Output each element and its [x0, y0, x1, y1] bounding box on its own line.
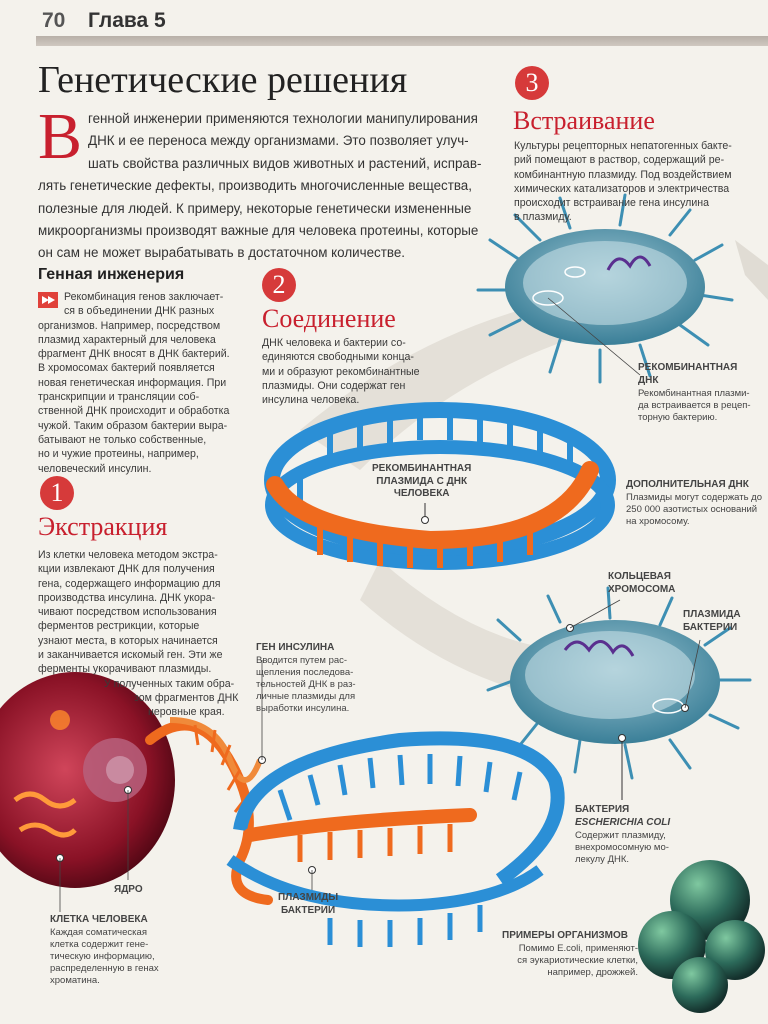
intro-paragraph	[38, 108, 486, 265]
caption-line: Вводится путем рас-	[256, 655, 348, 666]
caption-line: хроматина.	[50, 975, 100, 986]
step1-text	[38, 548, 268, 720]
text-line: единяются свободными конца-	[262, 351, 414, 364]
label-line: ГЕН ИНСУЛИНА	[256, 642, 335, 653]
text-line: Рекомбинация генов заключает-	[64, 291, 224, 303]
label-line: ДОПОЛНИТЕЛЬНАЯ ДНК	[626, 479, 749, 490]
text-line: узнают места, в которых начинается	[38, 634, 218, 647]
caption-line: тическую информацию,	[50, 951, 155, 962]
text-line: плазмид характерный для человека	[38, 333, 216, 346]
text-line: транскрипции и трансляции соб-	[38, 391, 200, 404]
label-line: РЕКОМБИНАНТНАЯ	[372, 463, 472, 474]
step3-text	[514, 139, 744, 225]
page-title: Генетические решения	[38, 59, 408, 101]
label-recombinant-plasmid	[372, 463, 471, 501]
yeast-cluster	[638, 860, 765, 1013]
text-line: ДНК человека и бактерии со-	[262, 337, 406, 349]
gene-engineering-text	[38, 290, 278, 476]
text-line: Культуры рецепторных непатогенных бакте-	[514, 140, 732, 152]
text-line: кции извлекают ДНК для получения	[38, 563, 215, 576]
label-insulin-gene	[256, 642, 334, 655]
caption-line: Плазмиды могут содержать до	[626, 492, 763, 503]
step2-text	[262, 336, 432, 407]
label-line: ЧЕЛОВЕКА	[393, 488, 450, 499]
caption-line: ся эукариотические клетки,	[517, 955, 638, 966]
caption-line: распределенную в генах	[50, 963, 159, 974]
text-line: инсулина человека.	[262, 394, 360, 407]
caption-organism-examples	[502, 943, 638, 979]
caption-human-cell	[50, 927, 159, 987]
header-rule	[36, 36, 768, 46]
label-line: БАКТЕРИИ	[683, 621, 738, 633]
intro-line: ДНК и ее переноса между организмами. Это позволяет улуч-	[88, 133, 469, 149]
step3-number: 3	[515, 66, 549, 100]
text-line: производства инсулина. ДНК укора-	[38, 591, 216, 604]
caption-line: Содержит плазмиду,	[575, 830, 666, 841]
text-line: У полученных таким обра-	[104, 677, 235, 690]
caption-line: Каждая соматическая	[50, 927, 147, 938]
label-ring-chromosome	[608, 571, 675, 596]
text-line: ферментов рестрикции, которые	[38, 620, 200, 633]
intro-line: генной инженерии применяются технологии манипулирования	[88, 111, 478, 126]
text-line: неровные края.	[148, 706, 225, 719]
intro-line: лять генетические дефекты, производить многочисленные вещества,	[38, 178, 472, 194]
text-line: рий помещают в раствор, содержащий ре-	[514, 154, 725, 167]
label-line: ПЛАЗМИДА	[683, 609, 741, 620]
text-line: но и чужие протеины, например,	[38, 448, 199, 461]
label-line: ПЛАЗМИДЫ	[278, 892, 339, 903]
intro-dropcap: В	[38, 100, 83, 173]
caption-line: торную бактерию.	[638, 412, 718, 423]
text-line: химических катализаторов и электричества	[514, 182, 730, 195]
chapter-title: Глава 5	[88, 9, 166, 32]
caption-line: например, дрожжей.	[547, 967, 638, 978]
step2-number: 2	[262, 268, 296, 302]
label-line: КЛЕТКА ЧЕЛОВЕКА	[50, 914, 148, 925]
caption-line: личные плазмиды для	[256, 691, 356, 702]
label-bacteria-plasmids	[278, 892, 338, 917]
text-line: в плазмиду.	[514, 211, 572, 224]
intro-line: микроорганизмы производят важные для человека протеины, которые	[38, 223, 479, 239]
intro-line: полезные для людей. К примеру, некоторые генетически измененные	[38, 200, 472, 216]
text-line: человеческий инсулин.	[38, 462, 152, 475]
caption-line: да встраивается в рецеп-	[638, 400, 751, 411]
label-line: ДНК	[638, 374, 659, 386]
text-line: новая генетическая информация. При	[38, 376, 227, 389]
gene-engineering-heading: Генная инженерия	[38, 266, 185, 283]
step1-number: 1	[40, 476, 74, 510]
caption-extra-dna	[626, 492, 762, 528]
text-line: фрагмент ДНК вносят в ДНК бактерий.	[38, 348, 230, 361]
label-ecoli	[575, 804, 670, 829]
caption-recombinant-dna	[638, 388, 751, 424]
text-line: организмов. Например, посредством	[38, 319, 221, 332]
flow-arrow	[735, 240, 768, 300]
text-line: комбинантную плазмиду. Под воздействием	[514, 168, 732, 181]
caption-line: тельностей ДНК в раз-	[256, 679, 356, 690]
label-line: ESCHERICHIA COLI	[575, 816, 671, 828]
text-line: чивают посредством использования	[38, 606, 217, 619]
caption-line: внехромосомную мо-	[575, 842, 669, 853]
intro-line: он сам не может вырабатывать в достаточном количестве.	[38, 245, 406, 261]
caption-insulin-gene	[256, 655, 356, 715]
label-line: ПЛАЗМИДА С ДНК	[376, 475, 468, 487]
label-human-cell	[50, 914, 148, 927]
step3-title: Встраивание	[513, 106, 655, 135]
caption-line: Помимо E.coli, применяют-	[518, 943, 638, 954]
caption-line: щепления последова-	[256, 667, 354, 678]
step1-title: Экстракция	[38, 512, 168, 541]
label-recombinant-dna	[638, 362, 737, 387]
label-line: РЕКОМБИНАНТНАЯ	[638, 362, 738, 373]
text-line: ферменты укорачивают плазмиды.	[38, 663, 212, 676]
caption-line: лекулу ДНК.	[575, 854, 630, 865]
text-line: зом фрагментов ДНК	[134, 691, 239, 704]
text-line: чужой. Таким образом бактерии выра-	[38, 419, 228, 432]
text-line: гена, содержащего информацию для	[38, 577, 221, 590]
label-line: ХРОМОСОМА	[608, 583, 676, 595]
page-number: 70	[42, 9, 66, 32]
text-line: происходит встраивание гена инсулина	[514, 197, 710, 210]
caption-line: выработки инсулина.	[256, 703, 350, 714]
caption-line: Рекомбинантная плазми-	[638, 388, 750, 399]
label-line: ЯДРО	[114, 884, 143, 895]
label-bacterial-plasmid	[683, 609, 741, 634]
caption-line: клетка содержит гене-	[50, 939, 149, 950]
caption-line: на хромосому.	[626, 516, 690, 527]
intro-line: шать свойства различных видов животных и растений, исправ-	[88, 155, 482, 171]
text-line: ся в объединении ДНК разных	[64, 305, 215, 318]
label-line: КОЛЬЦЕВАЯ	[608, 571, 671, 582]
label-line: ПРИМЕРЫ ОРГАНИЗМОВ	[502, 930, 628, 941]
label-nucleus	[114, 884, 143, 897]
text-line: плазмиды. Они содержат ген	[262, 379, 406, 392]
text-line: ми и образуют рекомбинантные	[262, 365, 420, 378]
text-line: В хромосомах бактерий появляется	[38, 362, 215, 375]
label-extra-dna	[626, 479, 749, 492]
caption-line: 250 000 азотистых оснований	[626, 504, 758, 515]
label-line: БАКТЕРИЯ	[575, 804, 630, 815]
label-organism-examples	[502, 930, 628, 943]
text-line: батывают не только собственные,	[38, 433, 207, 446]
text-line: и заканчивается искомый ген. Эти же	[38, 649, 223, 662]
text-line: ственной ДНК происходит и обработка	[38, 405, 230, 418]
text-line: Из клетки человека методом экстра-	[38, 549, 218, 561]
step2-title: Соединение	[262, 304, 396, 333]
label-line: БАКТЕРИИ	[280, 904, 336, 916]
caption-ecoli	[575, 830, 669, 866]
